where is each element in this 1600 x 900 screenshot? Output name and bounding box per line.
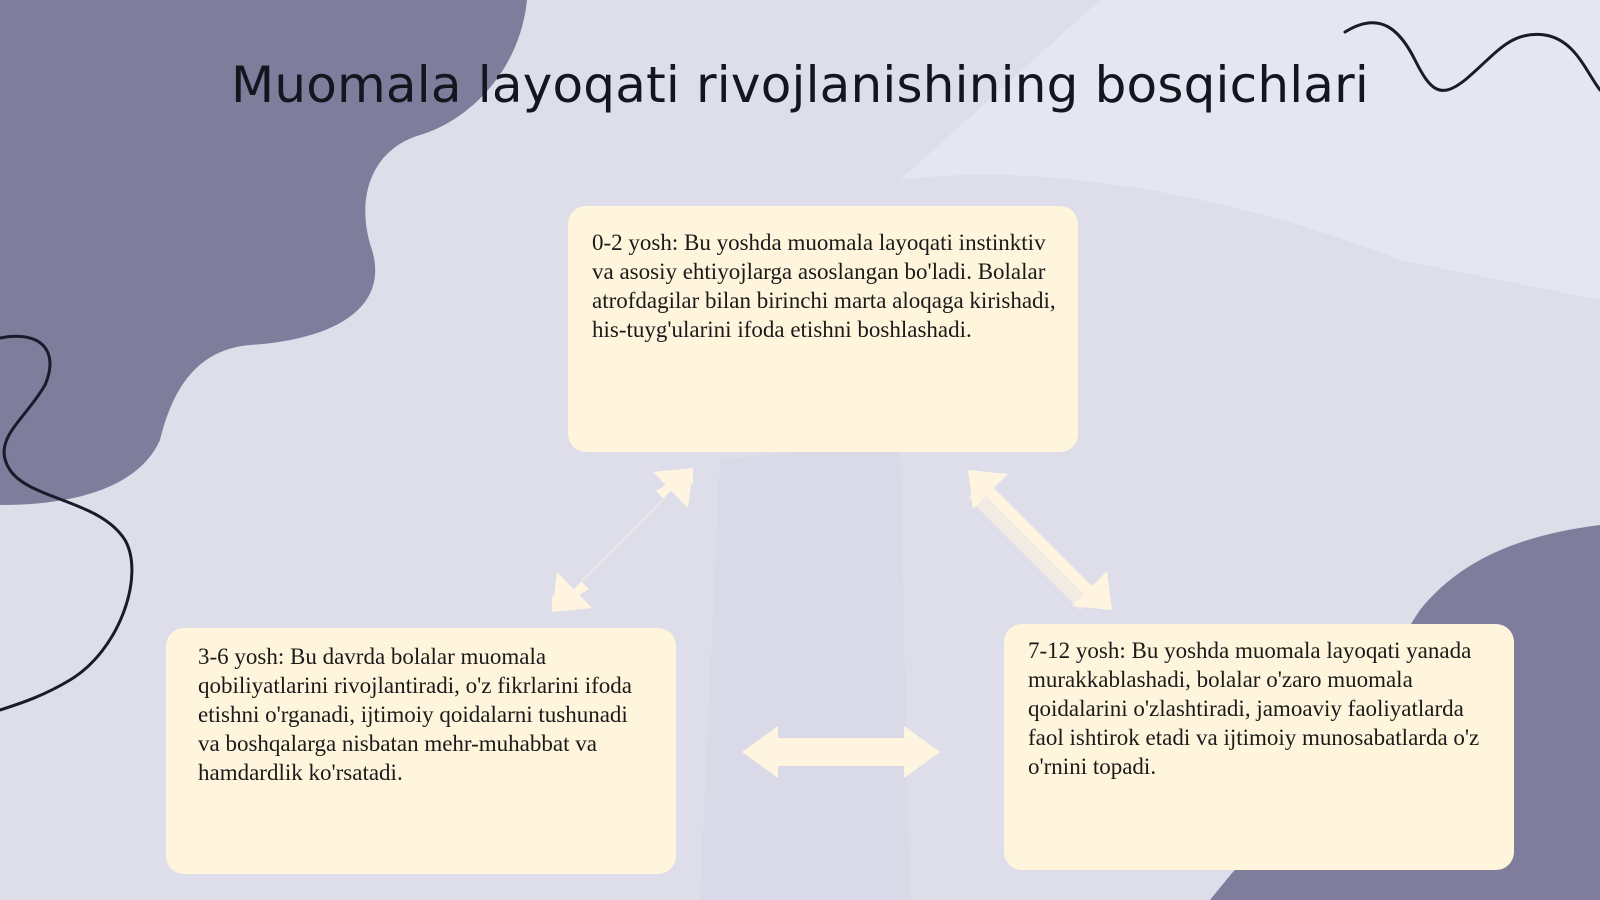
- stage-card-0-2: [568, 206, 1078, 452]
- stage-text: 3-6 yosh: Bu davrda bolalar muomala qobiliyatlarini rivojlantiradi, o'z fikrlarini ifoda etishni o'rganadi, ijtimoiy qoidalarni tushunadi va boshqalarga nisbatan mehr-muhabbat va hamdardlik ko'rsatadi.: [198, 644, 632, 785]
- stage-card-7-12: [1004, 624, 1514, 870]
- light-shape: [700, 440, 910, 900]
- double-arrow-icon: [552, 468, 693, 612]
- stage-card-3-6: [166, 628, 676, 874]
- double-arrow-icon: [968, 470, 1112, 610]
- stage-text: 0-2 yosh: Bu yoshda muomala layoqati instinktiv va asosiy ehtiyojlarga asoslangan bo'ladi. Bolalar atrofdagilar bilan birinchi marta aloqaga kirishadi, his-tuyg'ularini ifoda etishni boshlashadi.: [592, 230, 1056, 342]
- slide-title: Muomala layoqati rivojlanishining bosqichlari: [230, 56, 1369, 114]
- stage-text: 7-12 yosh: Bu yoshda muomala layoqati yanada murakkablashadi, bolalar o'zaro muomala qoidalarini o'zlashtiradi, jamoaviy faoliyatlarda faol ishtirok etadi va ijtimoiy munosabatlarda o'z o'rnini topadi.: [1028, 638, 1480, 779]
